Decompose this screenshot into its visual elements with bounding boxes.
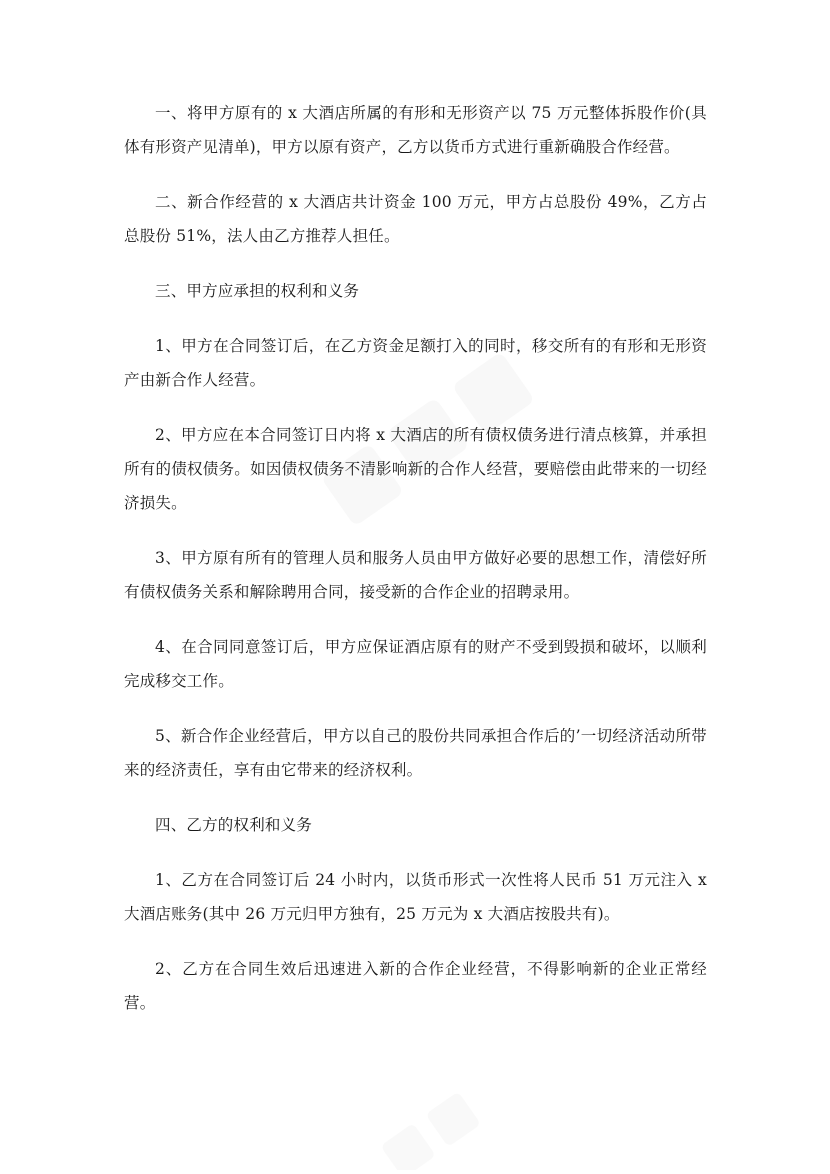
paragraph-3-2: 2、甲方应在本合同签订日内将 x 大酒店的所有债权债务进行清点核算，并承担所有的债权债务。如因债权债务不清影响新的合作人经营，要赔偿由此带来的一切经济损失。 [124,426,707,512]
paragraph-3-1: 1、甲方在合同签订后，在乙方资金足额打入的同时，移交所有的有形和无形资产由新合作人经营。 [124,337,707,389]
section-heading-4: 四、乙方的权利和义务 [155,816,313,834]
paragraph-3-4: 4、在合同同意签订后，甲方应保证酒店原有的财产不受到毁损和破坏，以顺利完成移交工作。 [124,638,707,690]
paragraph-3-3: 3、甲方原有所有的管理人员和服务人员由甲方做好必要的思想工作，清偿好所有债权债务关系和解除聘用合同，接受新的合作企业的招聘录用。 [124,549,707,601]
document-body [124,96,707,1041]
paragraph-4-2: 2、乙方在合同生效后迅速进入新的合作企业经营，不得影响新的企业正常经营。 [124,960,707,1012]
paragraph-1: 一、将甲方原有的 x 大酒店所属的有形和无形资产以 75 万元整体拆股作价(具体有形资产见清单)，甲方以原有资产，乙方以货币方式进行重新确股合作经营。 [124,104,707,156]
watermark-logo-partial [360,1080,530,1170]
paragraph-3-5: 5、新合作企业经营后，甲方以自己的股份共同承担合作后的’一切经济活动所带来的经济责任，享有由它带来的经济权利。 [124,727,707,779]
paragraph-2: 二、新合作经营的 x 大酒店共计资金 100 万元，甲方占总股份 49%，乙方占总股份 51%，法人由乙方推荐人担任。 [124,193,707,245]
section-heading-3: 三、甲方应承担的权利和义务 [155,282,360,300]
paragraph-4-1: 1、乙方在合同签订后 24 小时内，以货币形式一次性将人民币 51 万元注入 x 大酒店账务(其中 26 万元归甲方独有，25 万元为 x 大酒店按股共有)。 [124,871,707,923]
